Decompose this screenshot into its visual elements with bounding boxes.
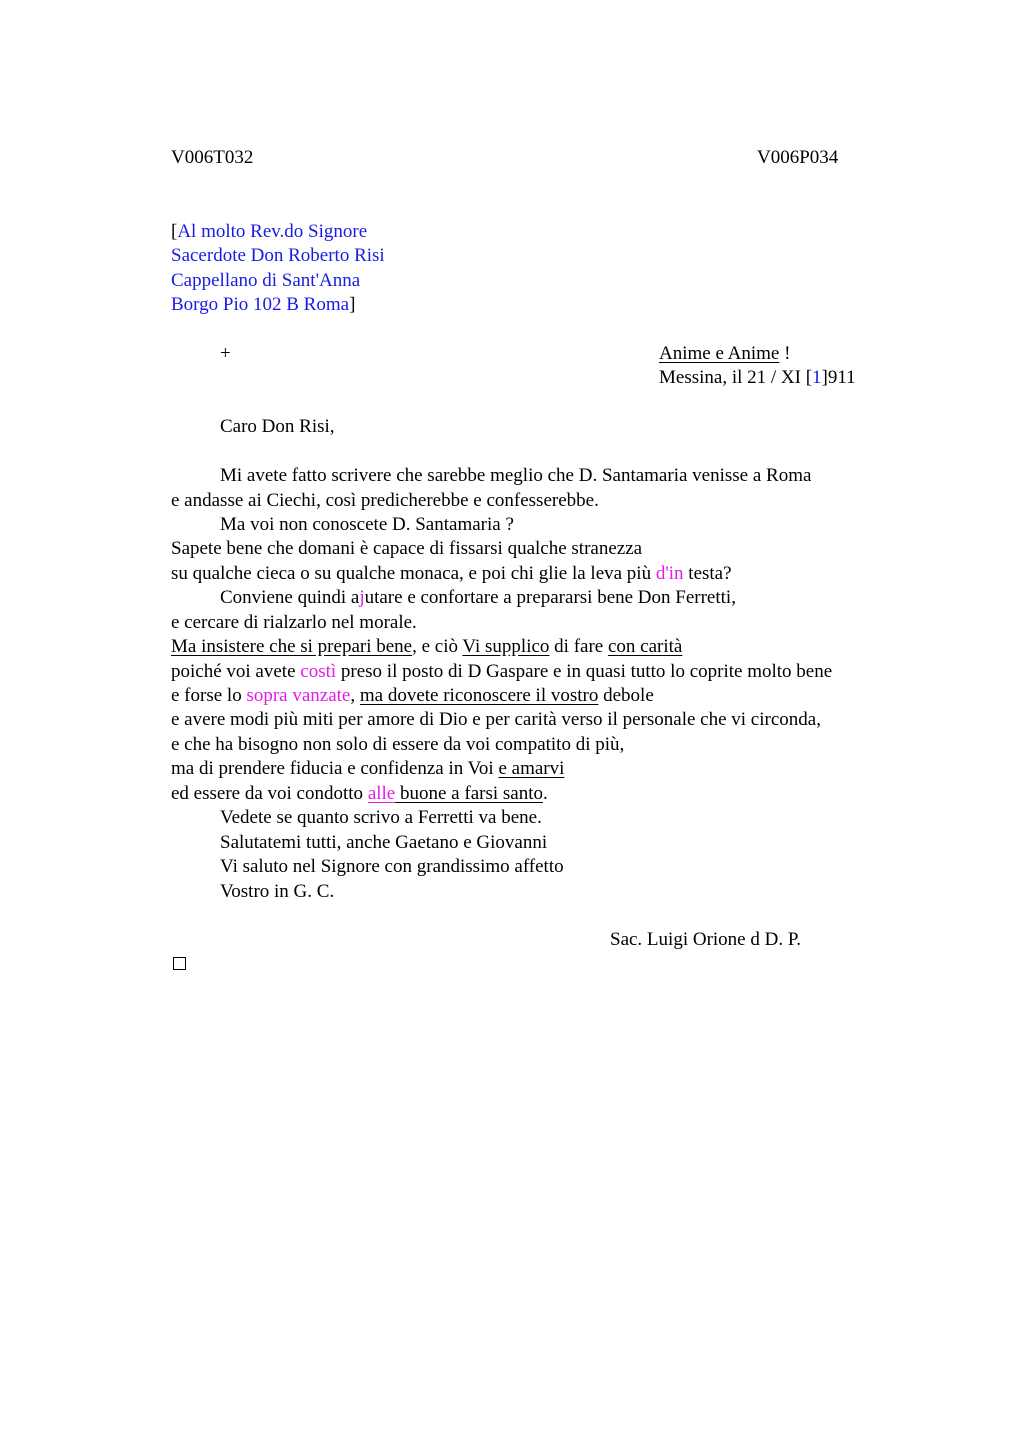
body-line: Sapete bene che domani è capace di fissarsi qualche stranezza: [171, 538, 643, 559]
body-line: su qualche cieca o su qualche monaca, e poi chi glie la leva più d'in testa?: [171, 563, 732, 584]
document-code-right: V006P034: [757, 147, 839, 168]
dateline: Messina, il 21 / XI [1]911: [659, 367, 856, 388]
address-line-4: Borgo Pio 102 B Roma]: [171, 294, 356, 315]
body-line: e cercare di rialzarlo nel morale.: [171, 612, 417, 633]
body-line: ed essere da voi condotto alle buone a farsi santo.: [171, 783, 548, 804]
body-line: e avere modi più miti per amore di Dio e per carità verso il personale che vi circonda,: [171, 709, 821, 730]
signature: Sac. Luigi Orione d D. P.: [610, 929, 802, 950]
body-line: Ma insistere che si prepari bene, e ciò Vi supplico di fare con carità: [171, 636, 683, 657]
document-code-left: V006T032: [171, 147, 254, 168]
body-line: ma di prendere fiducia e confidenza in Voi e amarvi: [171, 758, 565, 779]
body-line: e forse lo sopra vanzate, ma dovete riconoscere il vostro debole: [171, 685, 654, 706]
body-line: e che ha bisogno non solo di essere da voi compatito di più,: [171, 734, 625, 755]
salutation: Caro Don Risi,: [220, 416, 335, 437]
body-line: Conviene quindi ajutare e confortare a prepararsi bene Don Ferretti,: [220, 587, 736, 608]
cross-mark: +: [220, 343, 231, 364]
body-line: poiché voi avete costì preso il posto di D Gaspare e in quasi tutto lo coprite molto bene: [171, 661, 833, 682]
body-line: Ma voi non conoscete D. Santamaria ?: [220, 514, 514, 535]
body-line: Salutatemi tutti, anche Gaetano e Giovanni: [220, 832, 548, 853]
body-line: Mi avete fatto scrivere che sarebbe meglio che D. Santamaria venisse a Roma: [220, 465, 812, 486]
body-line: Vi saluto nel Signore con grandissimo affetto: [220, 856, 564, 877]
address-line-3: Cappellano di Sant'Anna: [171, 270, 361, 291]
address-line-2: Sacerdote Don Roberto Risi: [171, 245, 385, 266]
body-line: Vedete se quanto scrivo a Ferretti va bene.: [220, 807, 542, 828]
address-line-1: [Al molto Rev.do Signore: [171, 221, 368, 242]
motto: Anime e Anime !: [659, 343, 791, 364]
empty-square-icon: [173, 957, 186, 970]
closing: Vostro in G. C.: [220, 881, 335, 902]
body-line: e andasse ai Ciechi, così predicherebbe e confesserebbe.: [171, 490, 599, 511]
